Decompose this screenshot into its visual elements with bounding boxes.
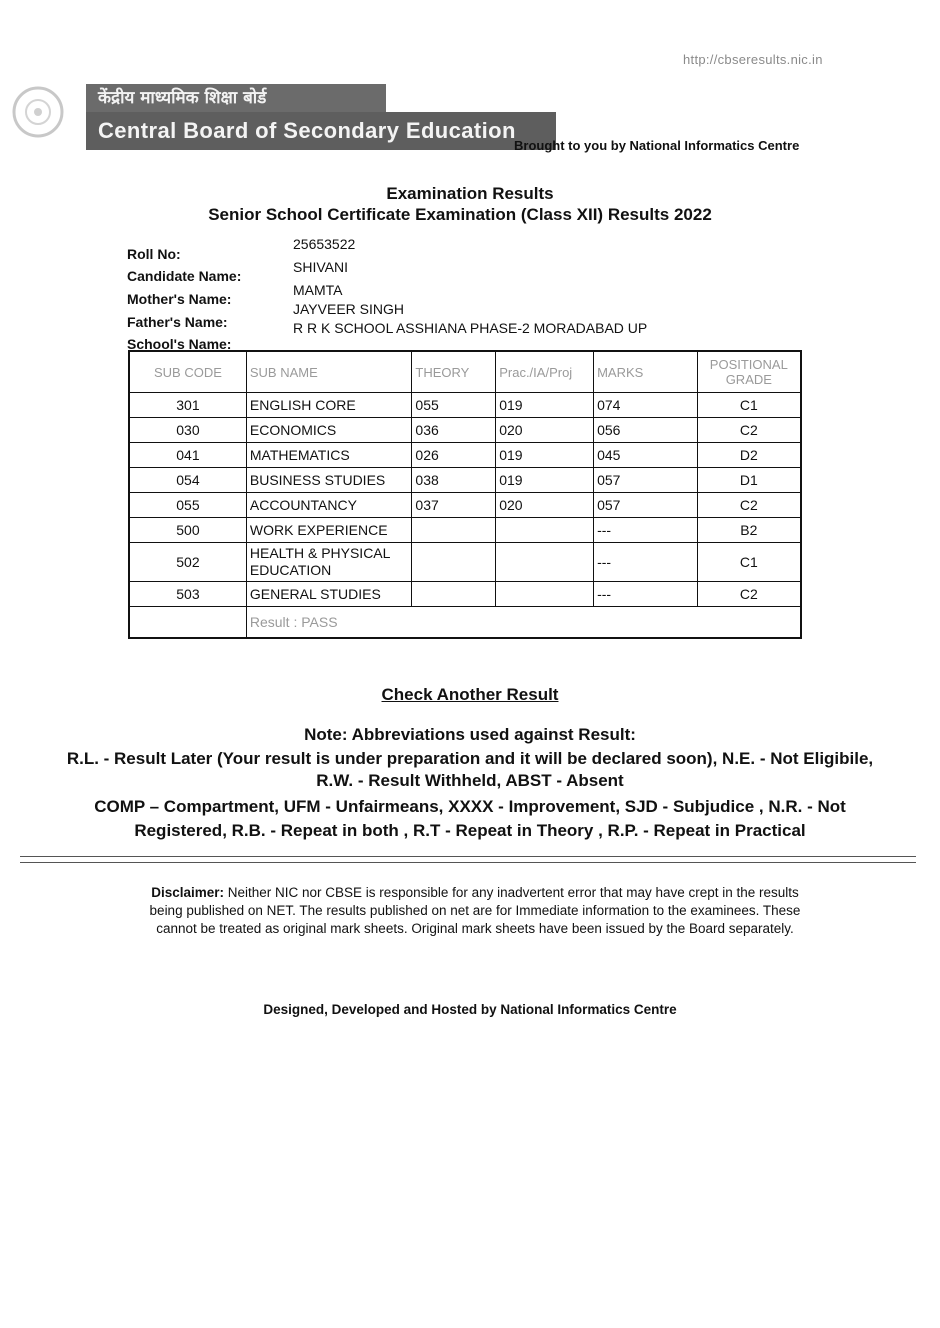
theory-cell: 038 [412,468,496,493]
brought-by-text: Brought to you by National Informatics Centre [514,138,800,153]
sub-code-cell: 055 [129,493,246,518]
marks-cell: 057 [594,468,698,493]
board-name-hindi: केंद्रीय माध्यमिक शिक्षा बोर्ड [86,84,386,112]
divider [20,856,916,857]
table-row [129,582,801,607]
sub-code-cell: 503 [129,582,246,607]
header-prac: Prac./IA/Proj [496,351,594,393]
table-row [129,493,801,518]
sub-code-cell: 500 [129,518,246,543]
page-subtitle: Senior School Certificate Examination (Class XII) Results 2022 [208,205,712,224]
sub-name-cell: ACCOUNTANCY [246,493,412,518]
marks-cell: --- [594,518,698,543]
marks-table [128,350,802,639]
roll-label: Roll No: [127,246,181,262]
grade-cell: C1 [697,393,801,418]
sub-code-cell: 502 [129,543,246,582]
mother-name-value: MAMTA [293,282,343,298]
sub-code-cell: 041 [129,443,246,468]
theory-cell: 036 [412,418,496,443]
grade-cell: D2 [697,443,801,468]
sub-name-cell: GENERAL STUDIES [246,582,412,607]
table-row [129,418,801,443]
prac-cell [496,582,594,607]
sub-name-cell: ENGLISH CORE [246,393,412,418]
theory-cell [412,518,496,543]
note-line: R.L. - Result Later (Your result is under preparation and it will be declared soon), N.E. - Not Eligibile, [66,749,874,768]
table-row [129,518,801,543]
theory-cell: 037 [412,493,496,518]
theory-cell: 026 [412,443,496,468]
disclaimer [140,884,810,938]
grade-cell: B2 [697,518,801,543]
header-sub-code: SUB CODE [129,351,246,393]
theory-cell [412,582,496,607]
father-name-label: Father's Name: [127,314,228,330]
candidate-name-value: SHIVANI [293,259,348,275]
marks-cell: 057 [594,493,698,518]
note-line: Registered, R.B. - Repeat in both , R.T - Repeat in Theory , R.P. - Repeat in Practical [134,821,806,840]
sub-name-cell: WORK EXPERIENCE [246,518,412,543]
result-spacer-cell [129,607,246,639]
grade-cell: C1 [697,543,801,582]
footer-credit: Designed, Developed and Hosted by National Informatics Centre [263,1002,677,1017]
school-name-value: R R K SCHOOL ASSHIANA PHASE-2 MORADABAD UP [293,320,648,336]
sub-code-cell: 030 [129,418,246,443]
prac-cell [496,518,594,543]
header-grade-line2: GRADE [725,372,772,387]
sub-code-cell: 054 [129,468,246,493]
table-row [129,393,801,418]
board-name-english: Central Board of Secondary Education [86,112,556,150]
result-row [129,607,801,639]
header-theory: THEORY [412,351,496,393]
site-url: http://cbseresults.nic.in [683,52,823,67]
header-grade [697,351,801,393]
theory-cell [412,543,496,582]
grade-cell: C2 [697,418,801,443]
candidate-name-label: Candidate Name: [127,268,242,284]
prac-cell: 019 [496,443,594,468]
sub-name-cell: BUSINESS STUDIES [246,468,412,493]
father-name-value: JAYVEER SINGH [293,301,404,317]
cbse-logo [8,78,568,154]
table-header-row [129,351,801,393]
prac-cell: 019 [496,468,594,493]
grade-cell: C2 [697,493,801,518]
note-heading: Note: Abbreviations used against Result: [304,725,636,744]
table-row [129,543,801,582]
marks-cell: --- [594,543,698,582]
header-grade-line1: POSITIONAL [709,357,788,372]
note-line: R.W. - Result Withheld, ABST - Absent [316,771,624,790]
table-row [129,443,801,468]
sub-name-cell: ECONOMICS [246,418,412,443]
result-value: PASS [301,614,338,630]
roll-value: 25653522 [293,236,356,252]
check-another-result-link[interactable]: Check Another Result [381,685,559,704]
disclaimer-label: Disclaimer: [151,885,224,900]
table-row [129,468,801,493]
disclaimer-text: Neither NIC nor CBSE is responsible for any inadvertent error that may have crept in the results being published on NET. The results published on net are for Immediate information to the examinees. These cannot be treated as original mark sheets. Original mark sheets have been issued by the Board separately. [149,885,801,936]
header-sub-name: SUB NAME [246,351,412,393]
note-line: COMP – Compartment, UFM - Unfairmeans, XXXX - Improvement, SJD - Subjudice , N.R. - Not [94,797,846,816]
grade-cell: C2 [697,582,801,607]
result-label: Result : [249,614,298,630]
prac-cell: 020 [496,493,594,518]
prac-cell: 020 [496,418,594,443]
marks-cell: --- [594,582,698,607]
marks-cell: 074 [594,393,698,418]
prac-cell [496,543,594,582]
sub-name-cell: HEALTH & PHYSICAL EDUCATION [246,543,412,582]
grade-cell: D1 [697,468,801,493]
school-name-label: School's Name: [127,336,232,352]
sub-name-cell: MATHEMATICS [246,443,412,468]
result-cell [246,607,801,639]
sub-code-cell: 301 [129,393,246,418]
prac-cell: 019 [496,393,594,418]
mother-name-label: Mother's Name: [127,291,232,307]
header-marks: MARKS [594,351,698,393]
theory-cell: 055 [412,393,496,418]
emblem-icon [8,82,72,142]
page-title: Examination Results [386,184,554,203]
marks-cell: 056 [594,418,698,443]
marks-cell: 045 [594,443,698,468]
divider [20,862,916,863]
